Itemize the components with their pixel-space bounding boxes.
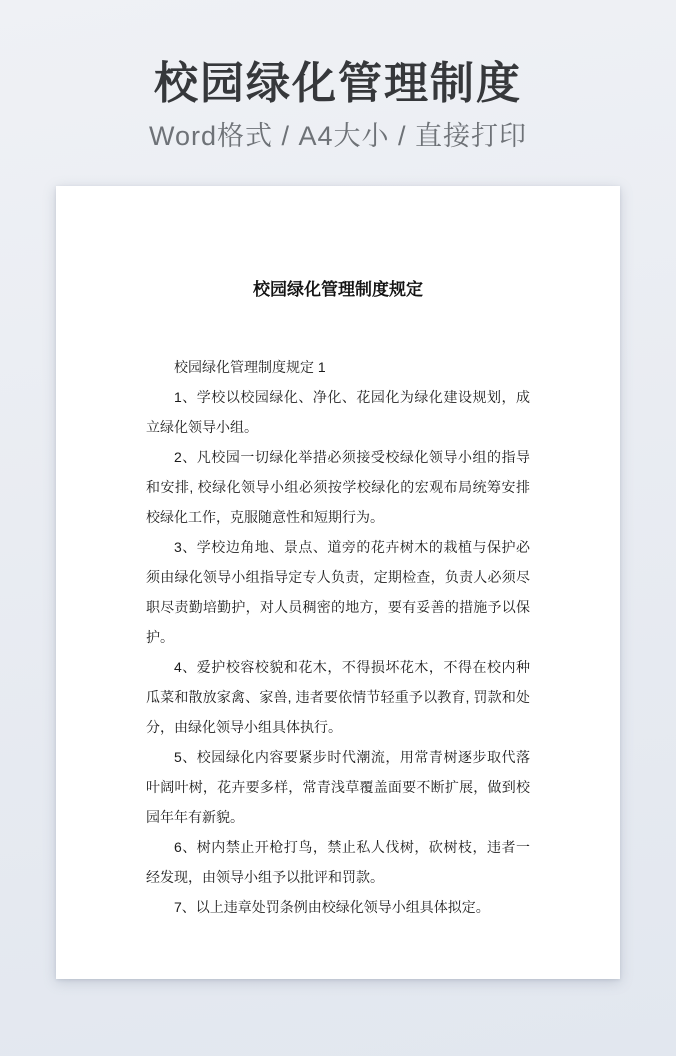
document-paragraph: 校园绿化管理制度规定 1 [174, 359, 326, 375]
template-title: 校园绿化管理制度 [154, 59, 522, 108]
document-body [146, 352, 530, 922]
document-paragraph: 3、学校边角地、景点、道旁的花卉树木的栽植与保护必须由绿化领导小组指导定专人负责，定期检查，负责人必须尽职尽责勤培勤护，对人员稠密的地方，要有妥善的措施予以保护。 [146, 539, 530, 645]
template-subtitle: Word格式 / A4大小 / 直接打印 [148, 121, 528, 151]
document-heading: 校园绿化管理制度规定 [253, 280, 423, 299]
document-paragraph: 1、学校以校园绿化、净化、花园化为绿化建设规划，成立绿化领导小组。 [146, 389, 530, 435]
document-paragraph: 4、爱护校容校貌和花木，不得损坏花木，不得在校内种瓜菜和散放家禽、家兽, 违者要依情节轻重予以教育, 罚款和处分，由绿化领导小组具体执行。 [146, 659, 530, 735]
document-paragraph: 2、凡校园一切绿化举措必须接受校绿化领导小组的指导和安排, 校绿化领导小组必须按学校绿化的宏观布局统筹安排校绿化工作，克服随意性和短期行为。 [146, 449, 530, 525]
document-page [56, 186, 620, 979]
document-paragraph: 7、以上违章处罚条例由校绿化领导小组具体拟定。 [174, 899, 490, 915]
document-paragraph: 6、树内禁止开枪打鸟，禁止私人伐树，砍树枝，违者一经发现，由领导小组予以批评和罚款。 [146, 839, 530, 885]
document-paragraph: 5、校园绿化内容要紧步时代潮流，用常青树逐步取代落叶阔叶树，花卉要多样，常青浅草覆盖面要不断扩展，做到校园年年有新貌。 [146, 749, 530, 825]
template-header [0, 0, 676, 151]
